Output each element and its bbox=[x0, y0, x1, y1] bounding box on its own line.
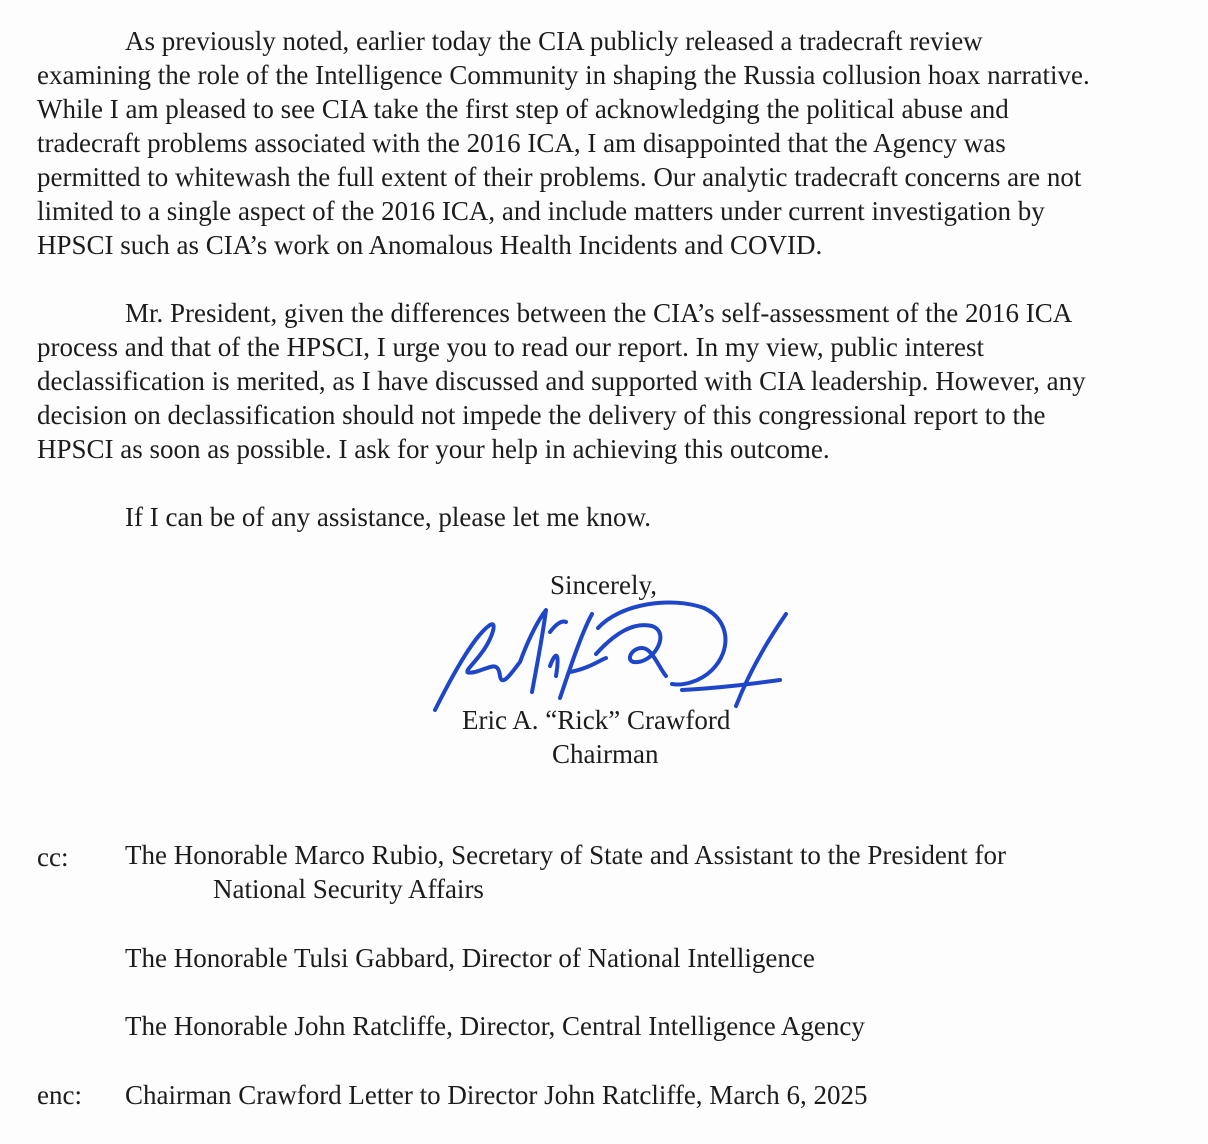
cc-entry-ratcliffe: The Honorable John Ratcliffe, Director, Central Intelligence Agency bbox=[125, 1011, 865, 1041]
text-line: permitted to whitewash the full extent of their problems. Our analytic tradecraft concerns are not bbox=[37, 162, 1082, 192]
text-line: decision on declassification should not impede the delivery of this congressional report to the bbox=[37, 400, 1046, 430]
cc-entry-rubio: The Honorable Marco Rubio, Secretary of State and Assistant to the President for bbox=[125, 840, 1007, 870]
text-line: examining the role of the Intelligence Community in shaping the Russia collusion hoax narrative. bbox=[37, 60, 1090, 90]
text-line: While I am pleased to see CIA take the first step of acknowledging the political abuse and bbox=[37, 94, 1009, 124]
closing-salutation: Sincerely, bbox=[550, 570, 657, 600]
text-line: HPSCI as soon as possible. I ask for your help in achieving this outcome. bbox=[37, 434, 830, 464]
text-line: HPSCI such as CIA’s work on Anomalous Health Incidents and COVID. bbox=[37, 230, 823, 260]
cc-label: cc: bbox=[37, 842, 69, 872]
enclosure-entry: Chairman Crawford Letter to Director John Ratcliffe, March 6, 2025 bbox=[125, 1080, 868, 1110]
cc-entry-gabbard: The Honorable Tulsi Gabbard, Director of National Intelligence bbox=[125, 943, 815, 973]
text-line: tradecraft problems associated with the 2016 ICA, I am disappointed that the Agency was bbox=[37, 128, 1006, 158]
cc-entry-rubio-continuation: National Security Affairs bbox=[213, 874, 484, 904]
signer-title: Chairman bbox=[552, 739, 659, 769]
text-line: Mr. President, given the differences between the CIA’s self-assessment of the 2016 ICA bbox=[125, 298, 1073, 328]
text-line: process and that of the HPSCI, I urge you to read our report. In my view, public interest bbox=[37, 332, 985, 362]
text-line: As previously noted, earlier today the CIA publicly released a tradecraft review bbox=[125, 26, 983, 56]
signer-name: Eric A. “Rick” Crawford bbox=[462, 705, 731, 735]
body-paragraph-1 bbox=[37, 24, 1197, 262]
text-line: limited to a single aspect of the 2016 ICA, and include matters under current investigation by bbox=[37, 196, 1045, 226]
body-paragraph-3 bbox=[37, 500, 1197, 534]
signature-block bbox=[0, 560, 1208, 780]
text-line: declassification is merited, as I have discussed and supported with CIA leadership. However, any bbox=[37, 366, 1086, 396]
text-line: If I can be of any assistance, please let me know. bbox=[125, 502, 652, 532]
enc-label: enc: bbox=[37, 1080, 82, 1110]
body-paragraph-2 bbox=[37, 296, 1197, 466]
